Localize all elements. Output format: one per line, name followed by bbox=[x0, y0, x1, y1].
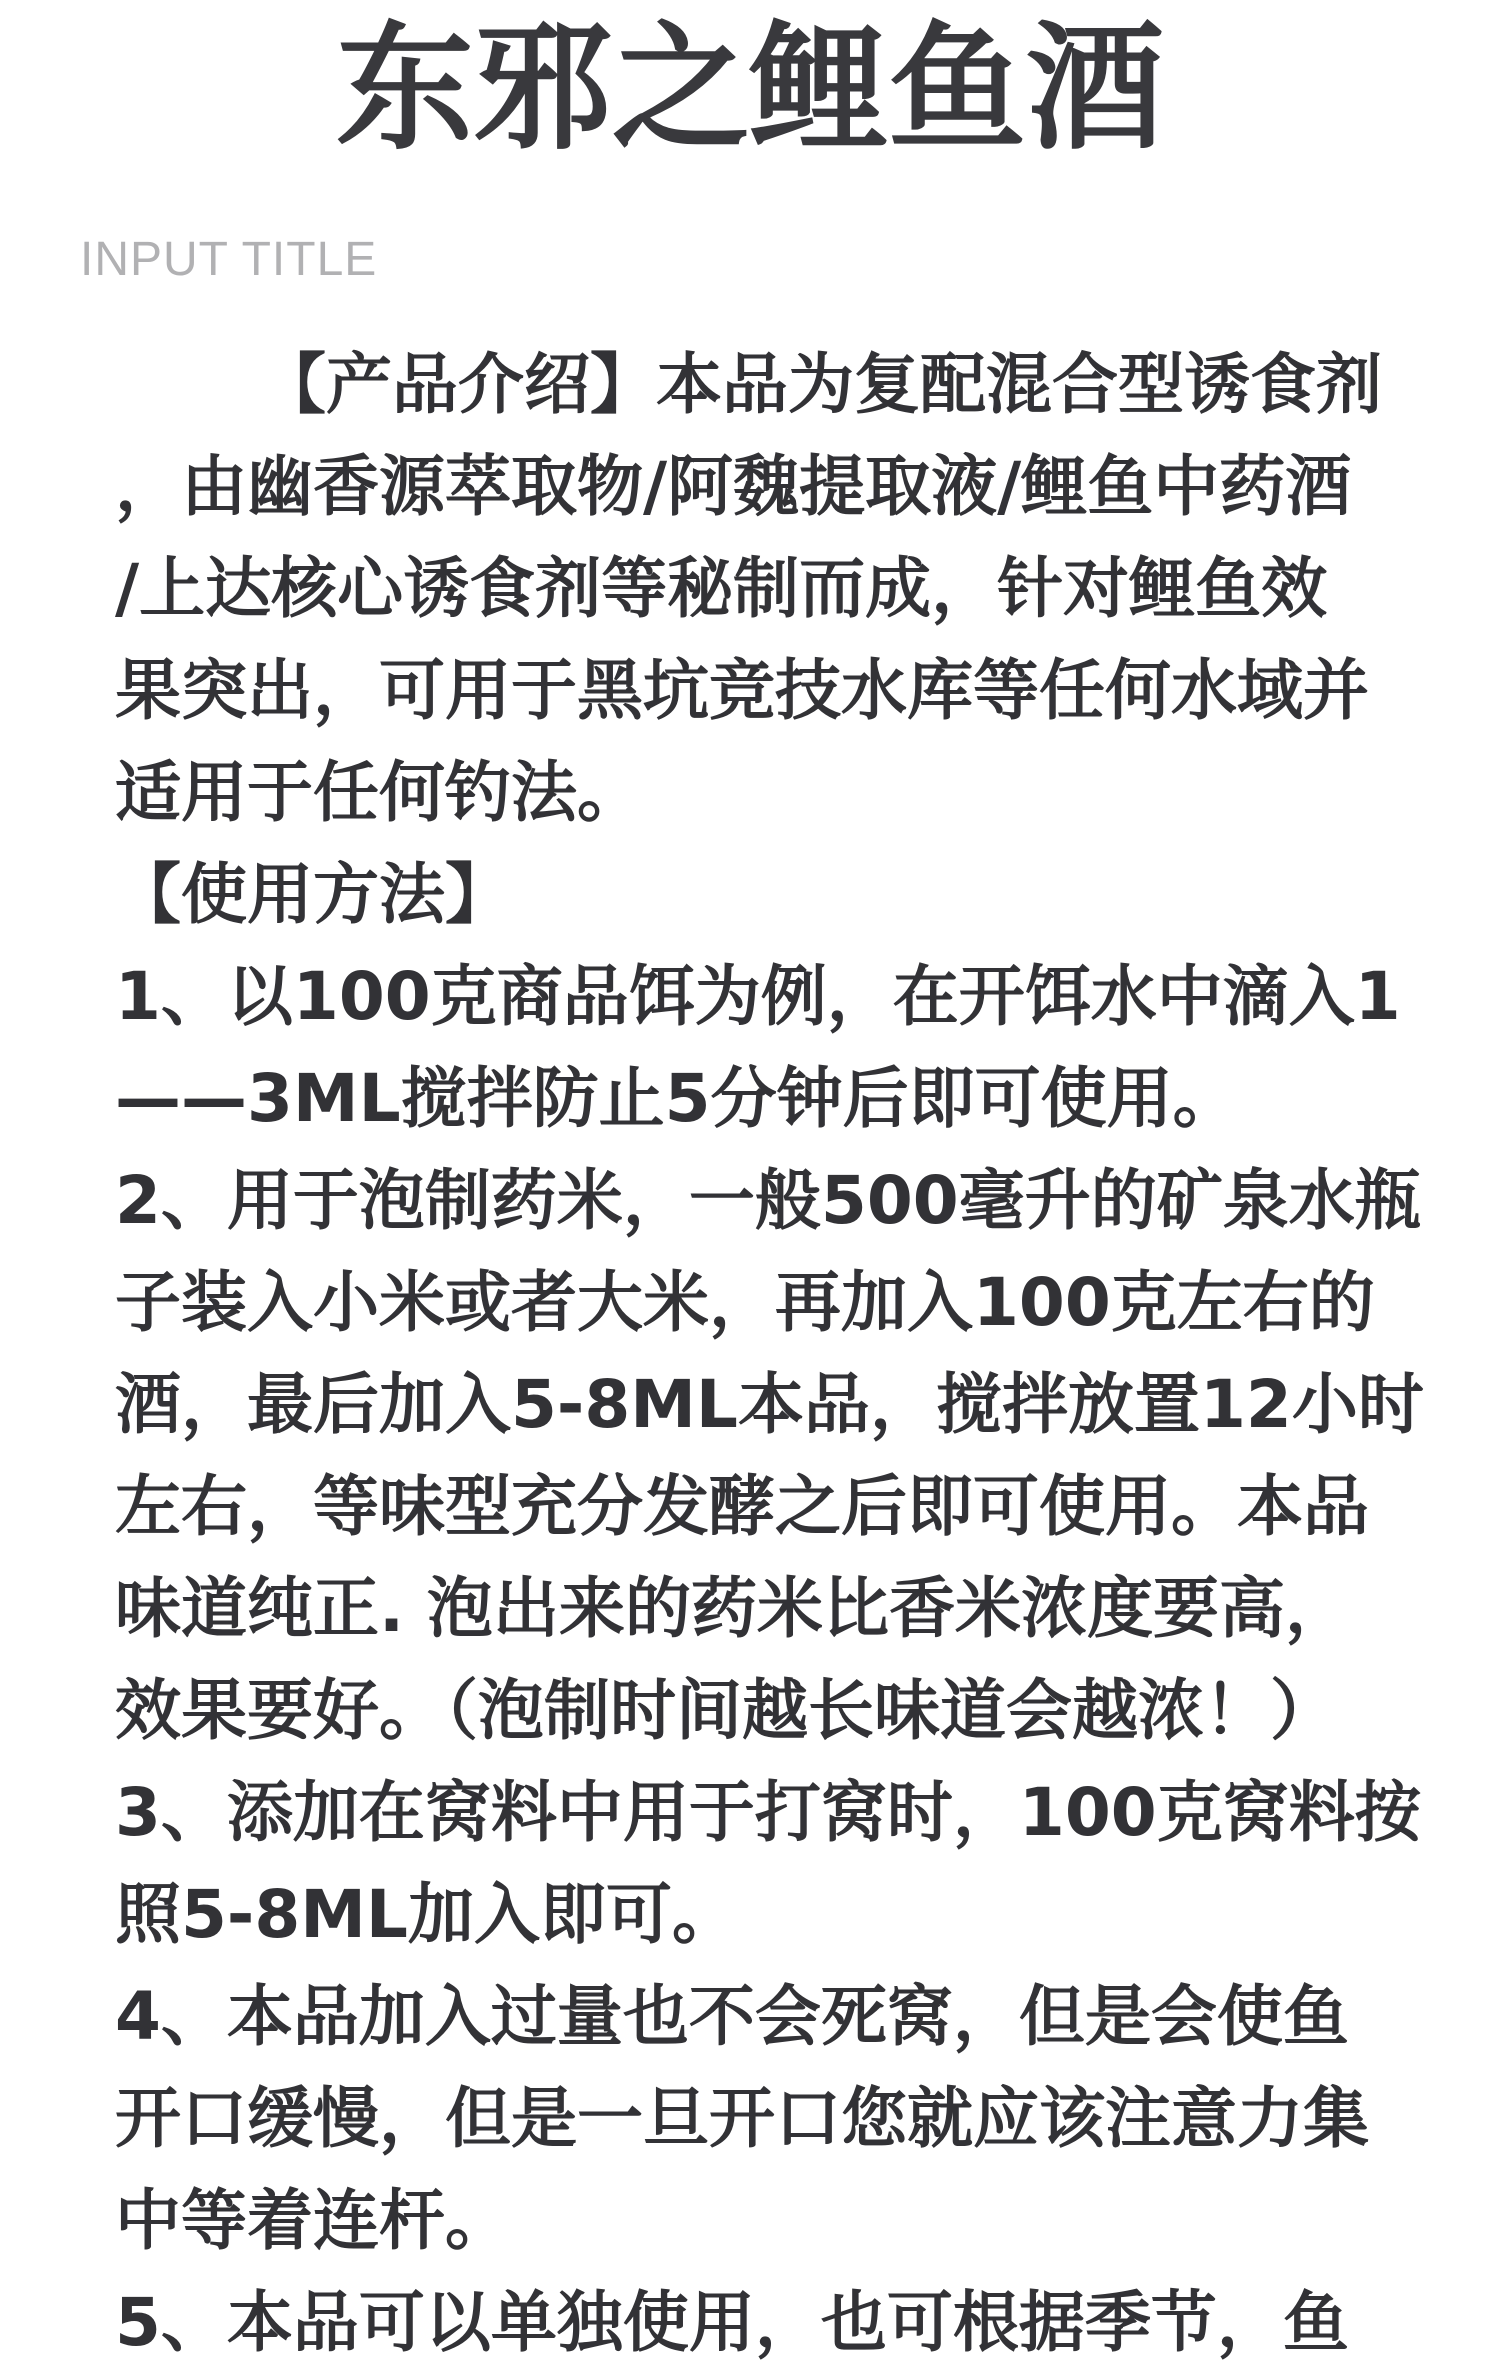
page-title: 东邪之鲤鱼酒 bbox=[335, 8, 1164, 169]
body-line: 酒，最后加入5-8ML本品，搅拌放置12小时 bbox=[115, 1366, 1424, 1443]
body-line: 3、添加在窝料中用于打窝时，100克窝料按 bbox=[115, 1774, 1421, 1851]
body-line: 适用于任何钓法。 bbox=[115, 754, 643, 831]
body-line: 2、用于泡制药米，一般500毫升的矿泉水瓶 bbox=[115, 1162, 1421, 1239]
body-line: 1、以100克商品饵为例，在开饵水中滴入1 bbox=[115, 958, 1401, 1035]
body-line: 开口缓慢，但是一旦开口您就应该注意力集 bbox=[115, 2080, 1369, 2157]
body-line: 子装入小米或者大米，再加入100克左右的 bbox=[115, 1264, 1375, 1341]
body-line: 味道纯正. 泡出来的药米比香米浓度要高， bbox=[115, 1570, 1352, 1647]
body-line: 中等着连杆。 bbox=[115, 2182, 511, 2259]
body-line: 【产品介绍】本品为复配混合型诱食剂 bbox=[260, 346, 1382, 423]
body-line: 效果要好。（泡制时间越长味道会越浓！） bbox=[115, 1672, 1336, 1749]
body-line: 【使用方法】 bbox=[115, 856, 511, 933]
body-line: 果突出，可用于黑坑竞技水库等任何水域并 bbox=[115, 652, 1369, 729]
body-line: 5、本品可以单独使用，也可根据季节，鱼 bbox=[115, 2284, 1349, 2361]
body-line: 4、本品加入过量也不会死窝，但是会使鱼 bbox=[115, 1978, 1349, 2055]
body-line: 照5-8ML加入即可。 bbox=[115, 1876, 738, 1953]
title-input-placeholder[interactable]: INPUT TITLE bbox=[80, 233, 378, 286]
body-line: 左右，等味型充分发酵之后即可使用。本品 bbox=[115, 1468, 1369, 1545]
product-description bbox=[115, 334, 1435, 2374]
body-line: ，由幽香源萃取物/阿魏提取液/鲤鱼中药酒 bbox=[115, 448, 1352, 525]
body-line: /上达核心诱食剂等秘制而成，针对鲤鱼效 bbox=[115, 550, 1328, 627]
body-line: ——3ML搅拌防止5分钟后即可使用。 bbox=[115, 1060, 1239, 1137]
